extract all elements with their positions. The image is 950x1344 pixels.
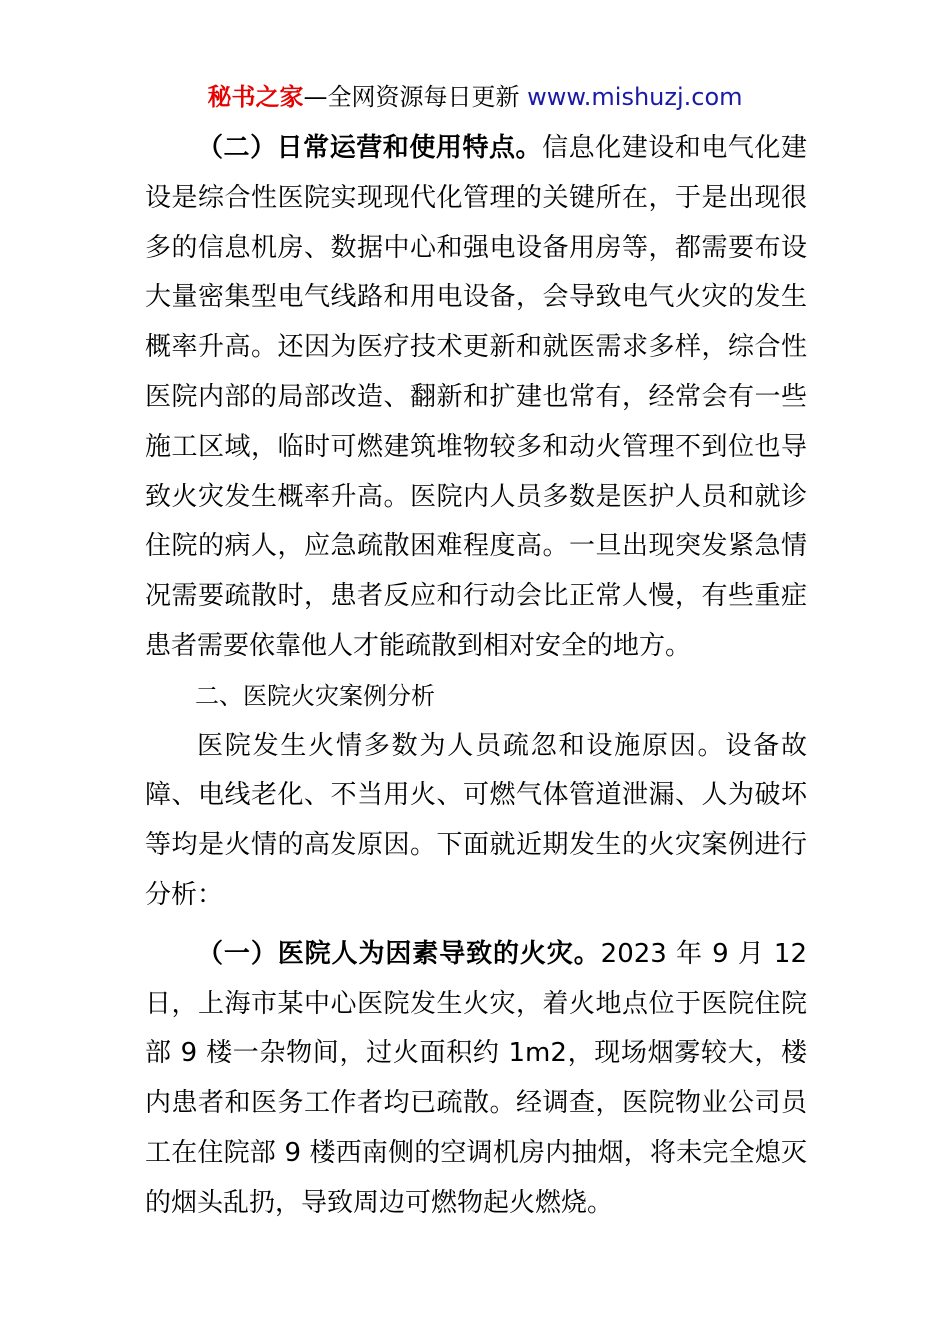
paragraph-operations (145, 124, 807, 672)
paragraph-text: 2023 年 9 月 12 日，上海市某中心医院发生火灾，着火地点位于医院住院部 9 楼一杂物间，过火面积约 1m2，现场烟雾较大，楼内患者和医务工作者均已疏散。经调查，医院物业公司员工在住院部 9 楼西南侧的空调机房内抽烟，将未完全熄灭的烟头乱扔，导致周边可燃物起火燃烧。 (145, 938, 807, 1218)
site-tagline: —全网资源每日更新 (303, 83, 528, 111)
paragraph-case (145, 930, 807, 1229)
site-brand: 秘书之家 (207, 83, 304, 111)
document-body (145, 124, 807, 1229)
site-header (0, 80, 950, 114)
paragraph-causes: 医院发生火情多数为人员疏忽和设施原因。设备故障、电线老化、不当用火、可燃气体管道泄漏、人为破坏等均是火情的高发原因。下面就近期发生的火灾案例进行分析： (145, 730, 807, 910)
paragraph-heading: （二）日常运营和使用特点。 (197, 133, 543, 163)
site-url: www.mishuzj.com (527, 83, 743, 111)
paragraph-text: 信息化建设和电气化建设是综合性医院实现现代化管理的关键所在，于是出现很多的信息机房、数据中心和强电设备用房等，都需要布设大量密集型电气线路和用电设备，会导致电气火灾的发生概率升高。还因为医疗技术更新和就医需求多样，综合性医院内部的局部改造、翻新和扩建也常有，经常会有一些施工区域，临时可燃建筑堆物较多和动火管理不到位也导致火灾发生概率升高。医院内人员多数是医护人员和就诊住院的病人，应急疏散困难程度高。一旦出现突发紧急情况需要疏散时，患者反应和行动会比正常人慢，有些重症患者需要依靠他人才能疏散到相对安全的地方。 (145, 133, 807, 661)
section-title: 二、医院火灾案例分析 (195, 681, 435, 710)
paragraph-heading: （一）医院人为因素导致的火灾。 (197, 938, 601, 969)
